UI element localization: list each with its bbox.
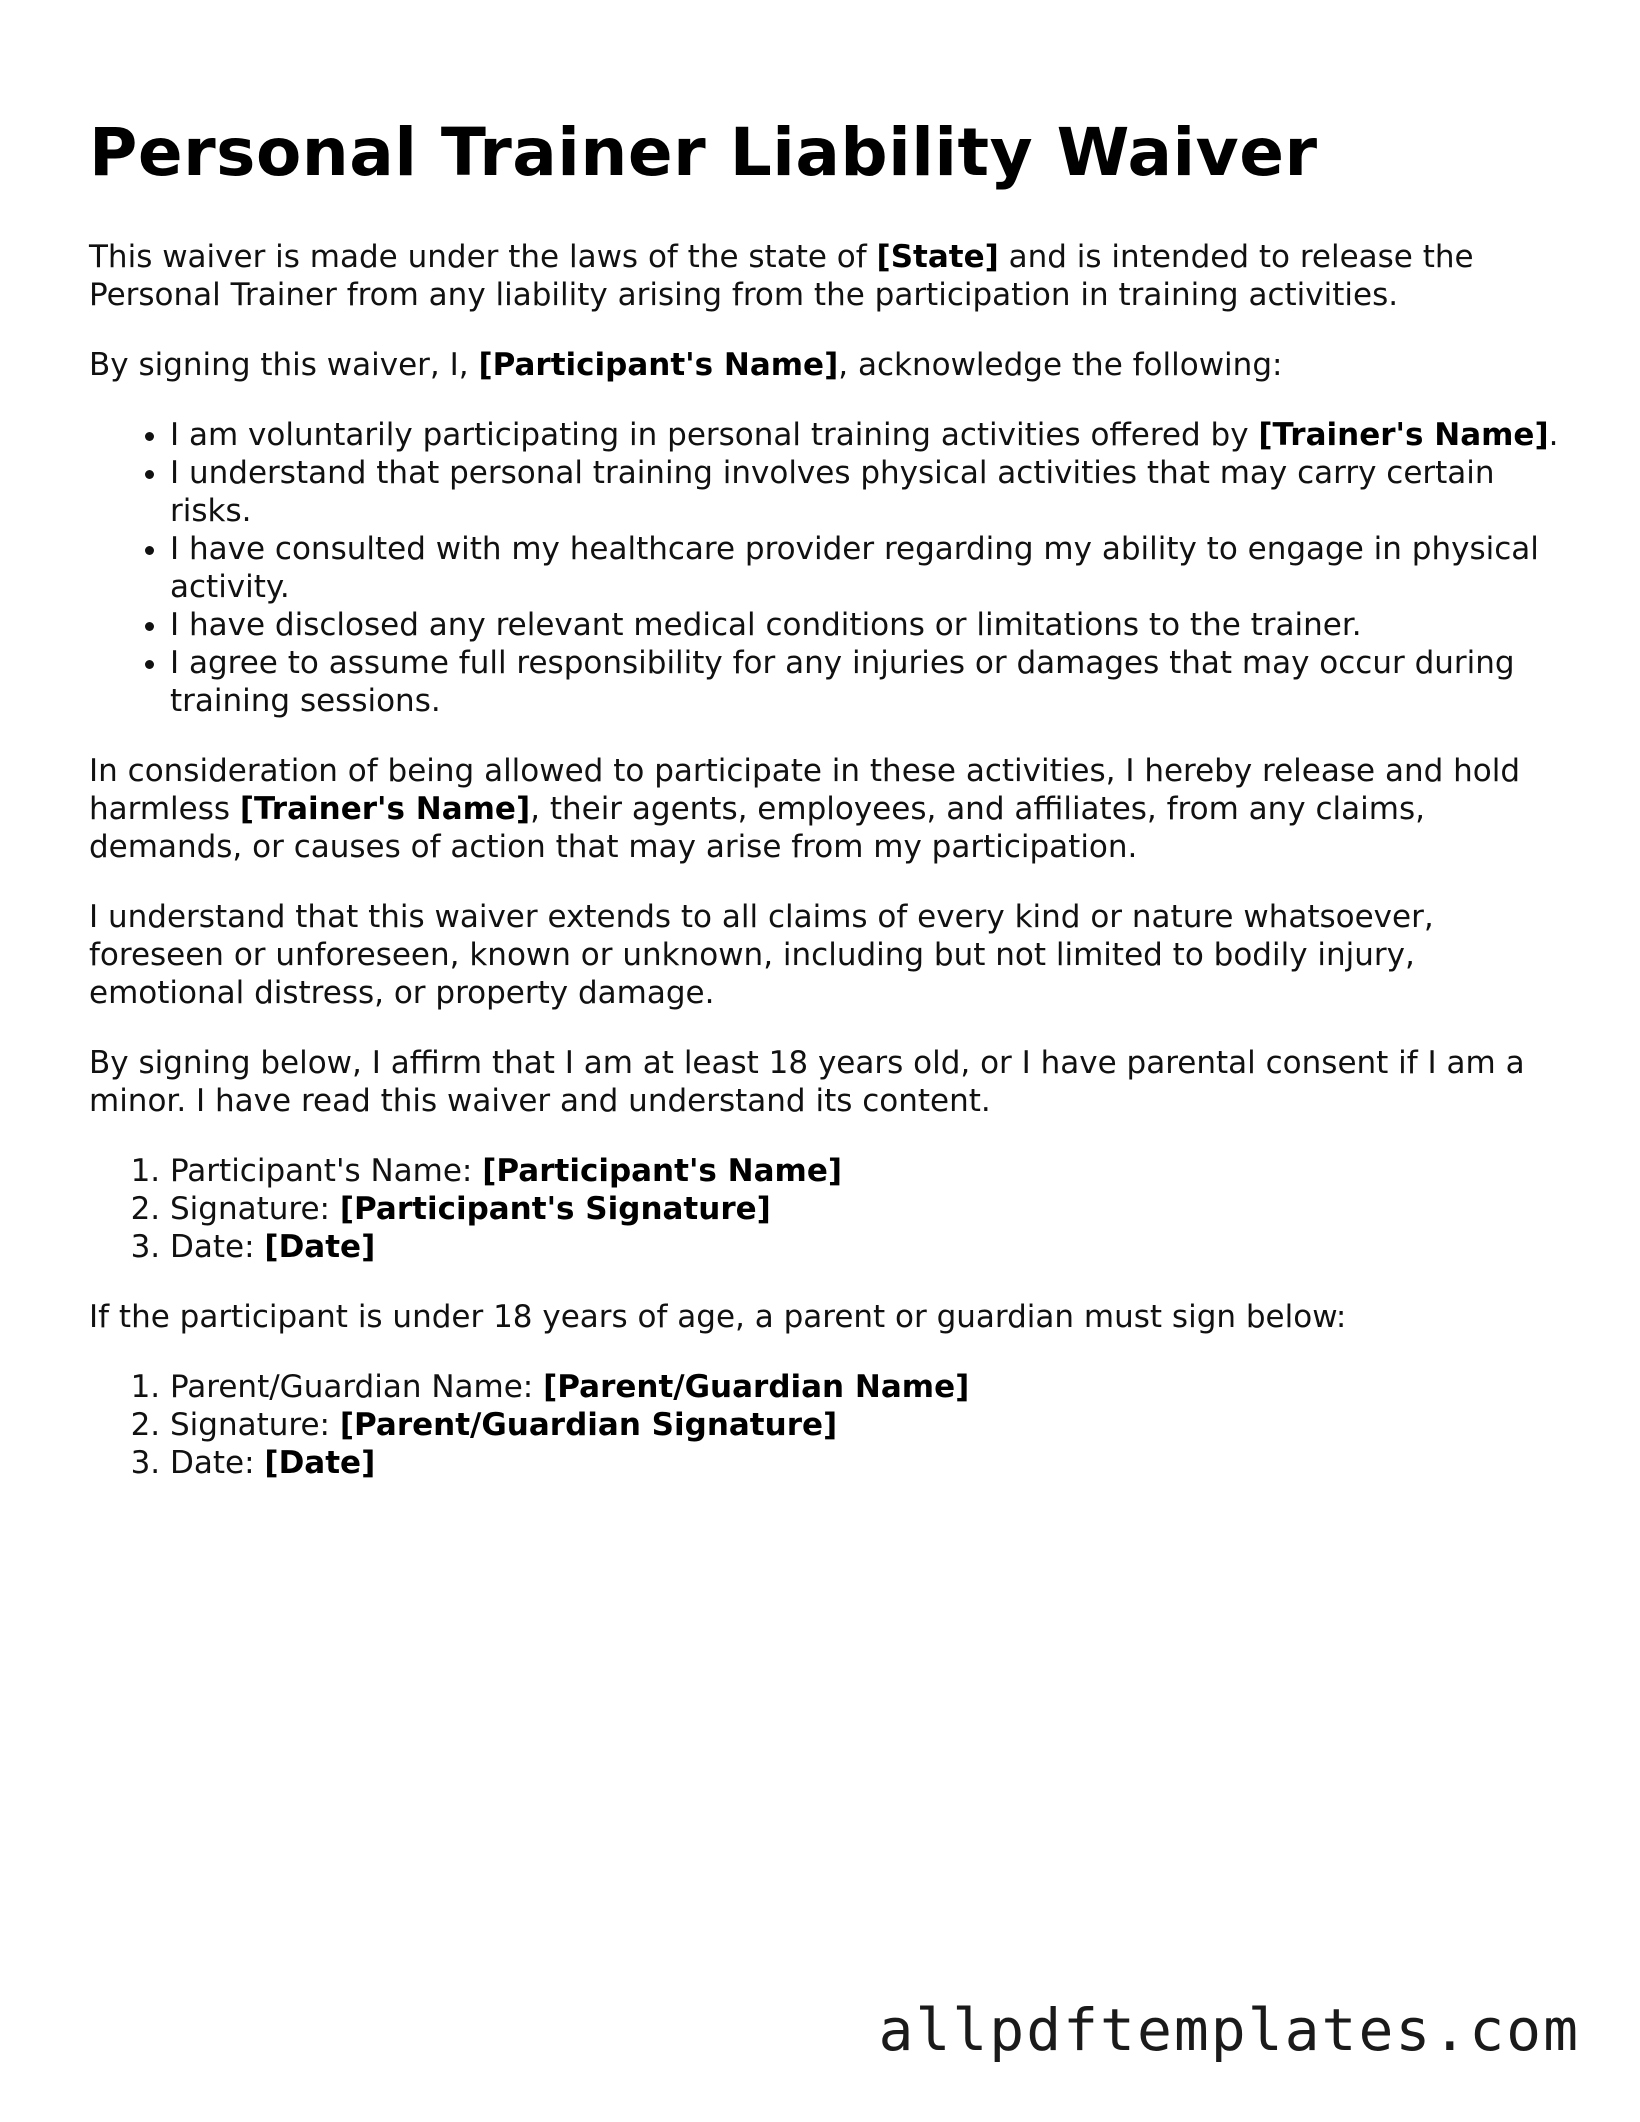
state-placeholder: [State] <box>876 239 999 275</box>
item1-text-after: . <box>1548 417 1559 453</box>
list-item <box>170 416 1559 454</box>
participant-name-field: [Participant's Name] <box>482 1153 843 1189</box>
intro-paragraph <box>89 238 1559 314</box>
guardian-signature-list <box>89 1368 1559 1482</box>
participant-signature-label: Signature: <box>170 1191 340 1227</box>
list-item: • I have consulted with my healthcare provider regarding my ability to engage in physical activity. <box>170 530 1559 606</box>
list-item <box>170 1368 1559 1406</box>
list-item <box>170 1152 1559 1190</box>
guardian-name-field: [Parent/Guardian Name] <box>543 1369 970 1405</box>
trainer-name-placeholder: [Trainer's Name] <box>1258 417 1549 453</box>
participant-name-placeholder: [Participant's Name] <box>478 347 839 383</box>
guardian-signature-label: Signature: <box>170 1407 340 1443</box>
list-item <box>170 1406 1559 1444</box>
participant-name-label: Participant's Name: <box>170 1153 483 1189</box>
release-paragraph <box>89 752 1559 866</box>
list-item: • I agree to assume full responsibility for any injuries or damages that may occur during training sessions. <box>170 644 1559 720</box>
list-item: • I understand that personal training involves physical activities that may carry certain risks. <box>170 454 1559 530</box>
guardian-name-label: Parent/Guardian Name: <box>170 1369 544 1405</box>
release-text-before: In consideration of being allowed to participate in these activities, I hereby release and hold harmless <box>89 753 1521 827</box>
minor-note-paragraph: If the participant is under 18 years of age, a parent or guardian must sign below: <box>89 1299 1347 1335</box>
affirm-paragraph: By signing below, I affirm that I am at least 18 years old, or I have parental consent if I am a minor. I have read this waiver and understand its content. <box>89 1045 1525 1119</box>
watermark: allpdftemplates.com <box>878 1996 1580 2064</box>
list-item: • I have disclosed any relevant medical conditions or limitations to the trainer. <box>170 606 1559 644</box>
guardian-date-field: [Date] <box>264 1445 376 1481</box>
trainer-name-placeholder: [Trainer's Name] <box>239 791 531 827</box>
guardian-date-label: Date: <box>170 1445 265 1481</box>
acknowledge-text-after: , acknowledge the following: <box>838 347 1283 383</box>
item1-text-before: I am voluntarily participating in personal training activities offered by <box>170 417 1259 453</box>
participant-date-label: Date: <box>170 1229 265 1265</box>
participant-signature-list <box>89 1152 1559 1266</box>
release-text-after: , their agents, employees, and affiliates, from any claims, demands, or causes of action that may arise from my participation. <box>89 791 1425 865</box>
list-item <box>170 1444 1559 1482</box>
participant-date-field: [Date] <box>264 1229 376 1265</box>
intro-text-after: and is intended to release the Personal Trainer from any liability arising from the participation in training activities. <box>89 239 1474 313</box>
guardian-signature-field: [Parent/Guardian Signature] <box>339 1407 838 1443</box>
page-title: Personal Trainer Liability Waiver <box>89 114 1318 191</box>
list-item <box>170 1228 1559 1266</box>
acknowledgement-list <box>89 416 1559 720</box>
acknowledge-text-before: By signing this waiver, I, <box>89 347 479 383</box>
extent-paragraph: I understand that this waiver extends to all claims of every kind or nature whatsoever, foreseen or unforeseen, known or unknown, including but not limited to bodily injury, emotional distress, or property damage. <box>89 899 1434 1011</box>
document-page <box>89 112 1559 1514</box>
acknowledge-paragraph <box>89 346 1559 384</box>
intro-text-before: This waiver is made under the laws of the state of <box>89 239 877 275</box>
list-item <box>170 1190 1559 1228</box>
participant-signature-field: [Participant's Signature] <box>339 1191 771 1227</box>
